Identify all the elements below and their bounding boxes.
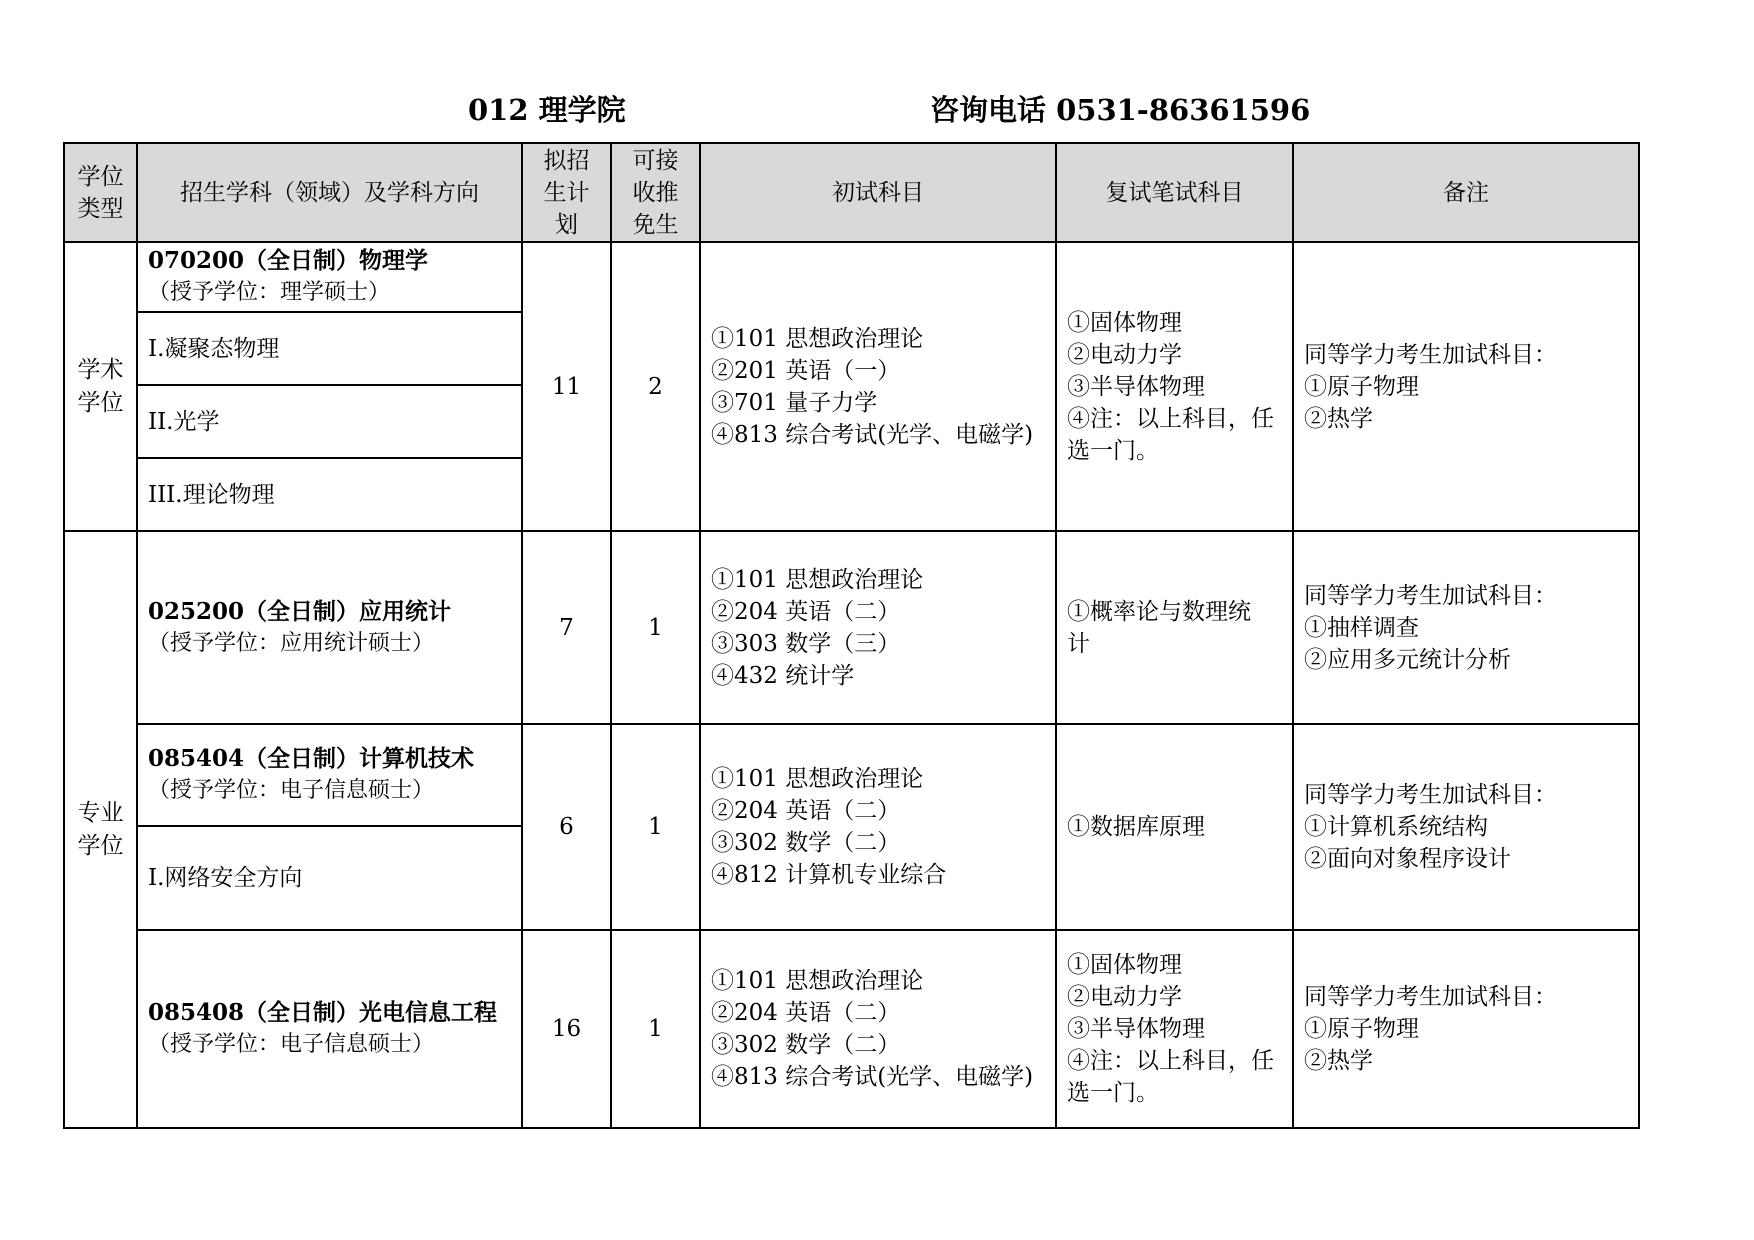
- initial-exam-cell: ①101 思想政治理论 ②201 英语（一） ③701 量子力学 ④813 综合考试(光学、电磁学): [700, 242, 1056, 531]
- program-degree: （授予学位：电子信息硕士）: [148, 778, 435, 803]
- plan-cell: 6: [522, 724, 611, 930]
- program-degree: （授予学位：电子信息硕士）: [148, 1032, 435, 1057]
- remark-cell: 同等学力考生加试科目： ①原子物理 ②热学: [1293, 930, 1639, 1128]
- program-degree: （授予学位：理学硕士）: [148, 280, 391, 305]
- retest-cell: ①固体物理 ②电动力学 ③半导体物理 ④注：以上科目，任 选一门。: [1056, 242, 1293, 531]
- direction-cell: III.理论物理: [137, 458, 522, 531]
- table-row: [64, 531, 1639, 724]
- recommend-cell: 1: [611, 930, 700, 1128]
- remark-cell: 同等学力考生加试科目： ①计算机系统结构 ②面向对象程序设计: [1293, 724, 1639, 930]
- retest-cell: ①概率论与数理统 计: [1056, 531, 1293, 724]
- document-title-row: [0, 88, 1754, 128]
- plan-cell: 11: [522, 242, 611, 531]
- contact-phone: 咨询电话 0531-86361596: [930, 93, 1311, 127]
- table-row: [64, 930, 1639, 1128]
- remark-cell: 同等学力考生加试科目： ①原子物理 ②热学: [1293, 242, 1639, 531]
- direction-cell: I.网络安全方向: [137, 826, 522, 930]
- header-initial-exam: 初试科目: [700, 143, 1056, 242]
- header-remark: 备注: [1293, 143, 1639, 242]
- retest-cell: ①数据库原理: [1056, 724, 1293, 930]
- header-retest: 复试笔试科目: [1056, 143, 1293, 242]
- header-recommend: 可接收推免生: [611, 143, 700, 242]
- table-row: [64, 724, 1639, 826]
- header-degree-type: 学位类型: [64, 143, 137, 242]
- recommend-cell: 2: [611, 242, 700, 531]
- initial-exam-cell: ①101 思想政治理论 ②204 英语（二） ③302 数学（二） ④813 综合考试(光学、电磁学): [700, 930, 1056, 1128]
- program-name-cell: [137, 724, 522, 826]
- remark-cell: 同等学力考生加试科目： ①抽样调查 ②应用多元统计分析: [1293, 531, 1639, 724]
- retest-cell: ①固体物理 ②电动力学 ③半导体物理 ④注：以上科目，任 选一门。: [1056, 930, 1293, 1128]
- direction-cell: II.光学: [137, 385, 522, 458]
- initial-exam-cell: ①101 思想政治理论 ②204 英语（二） ③303 数学（三） ④432 统计学: [700, 531, 1056, 724]
- recommend-cell: 1: [611, 724, 700, 930]
- plan-cell: 16: [522, 930, 611, 1128]
- program-degree: （授予学位：应用统计硕士）: [148, 630, 435, 656]
- school-title: 012 理学院: [468, 93, 626, 127]
- admissions-table: [63, 142, 1640, 1129]
- program-name: 070200（全日制）物理学: [148, 247, 429, 274]
- recommend-cell: 1: [611, 531, 700, 724]
- program-name: 085408（全日制）光电信息工程: [148, 999, 498, 1026]
- direction-cell: I.凝聚态物理: [137, 312, 522, 385]
- header-row: [64, 143, 1639, 242]
- program-name-cell: [137, 930, 522, 1128]
- degree-type-cell: 专业学位: [64, 531, 137, 1128]
- program-name: 085404（全日制）计算机技术: [148, 745, 475, 772]
- header-plan: 拟招生计划: [522, 143, 611, 242]
- program-name-cell: [137, 531, 522, 724]
- header-subject: 招生学科（领域）及学科方向: [137, 143, 522, 242]
- program-name: 025200（全日制）应用统计: [148, 597, 452, 625]
- table-row: [64, 242, 1639, 312]
- plan-cell: 7: [522, 531, 611, 724]
- degree-type-cell: 学术学位: [64, 242, 137, 531]
- initial-exam-cell: ①101 思想政治理论 ②204 英语（二） ③302 数学（二） ④812 计算机专业综合: [700, 724, 1056, 930]
- program-name-cell: [137, 242, 522, 312]
